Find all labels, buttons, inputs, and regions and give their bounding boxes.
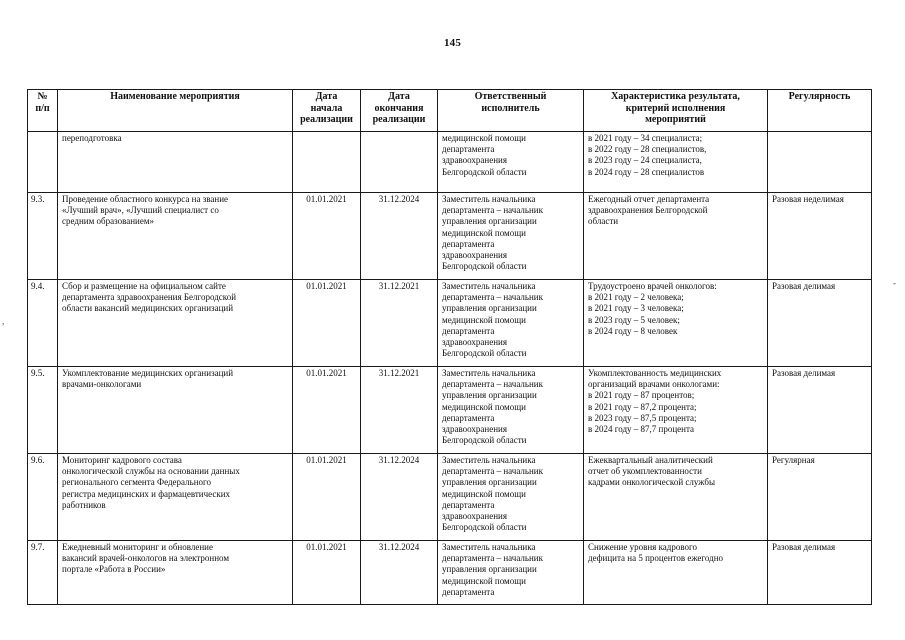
cell-start-date: 01.01.2021 xyxy=(293,454,361,541)
table-row xyxy=(28,454,872,541)
header-end-date: Дата окончания реализации xyxy=(361,90,438,132)
header-name: Наименование мероприятия xyxy=(58,90,293,132)
cell-number: 9.5. xyxy=(28,367,58,454)
cell-end-date: 31.12.2021 xyxy=(361,280,438,367)
cell-result: Ежеквартальный аналитический отчет об укомплектованности кадрами онкологической службы xyxy=(584,454,768,541)
cell-name: Укомплектование медицинских организаций врачами-онкологами xyxy=(58,367,293,454)
cell-responsible: Заместитель начальника департамента – начальник управления организации медицинской помощи департамента здравоохранения Белгородской области xyxy=(438,367,584,454)
cell-regularity: Разовая неделимая xyxy=(768,193,872,280)
cell-regularity: Разовая делимая xyxy=(768,367,872,454)
cell-end-date: 31.12.2021 xyxy=(361,367,438,454)
cell-responsible: Заместитель начальника департамента – начальник управления организации медицинской помощи департамента здравоохранения Белгородской области xyxy=(438,454,584,541)
cell-end-date: 31.12.2024 xyxy=(361,454,438,541)
header-responsible: Ответственный исполнитель xyxy=(438,90,584,132)
cell-end-date xyxy=(361,132,438,193)
activities-table xyxy=(27,89,872,605)
cell-number xyxy=(28,132,58,193)
cell-start-date: 01.01.2021 xyxy=(293,193,361,280)
cell-end-date: 31.12.2024 xyxy=(361,193,438,280)
cell-number: 9.4. xyxy=(28,280,58,367)
cell-name: Мониторинг кадрового состава онкологической службы на основании данных регионального сегмента Федерального регистра медицинских и фармацевтических работников xyxy=(58,454,293,541)
cell-regularity: Разовая делимая xyxy=(768,280,872,367)
page-number: 145 xyxy=(443,37,462,49)
cell-responsible: Заместитель начальника департамента – начальник управления организации медицинской помощи департамента xyxy=(438,541,584,605)
cell-responsible: Заместитель начальника департамента – начальник управления организации медицинской помощи департамента здравоохранения Белгородской области xyxy=(438,280,584,367)
cell-number: 9.6. xyxy=(28,454,58,541)
cell-responsible: медицинской помощи департамента здравоохранения Белгородской области xyxy=(438,132,584,193)
scan-mark-left: , xyxy=(2,316,5,326)
cell-name: Ежедневный мониторинг и обновление вакансий врачей-онкологов на электронном портале «Работа в России» xyxy=(58,541,293,605)
cell-number: 9.3. xyxy=(28,193,58,280)
table-row xyxy=(28,280,872,367)
table-row xyxy=(28,132,872,193)
table-header-row xyxy=(28,90,872,132)
cell-responsible: Заместитель начальника департамента – начальник управления организации медицинской помощи департамента здравоохранения Белгородской области xyxy=(438,193,584,280)
cell-name: переподготовка xyxy=(58,132,293,193)
table-row xyxy=(28,541,872,605)
table-row xyxy=(28,367,872,454)
cell-result: в 2021 году – 34 специалиста; в 2022 году – 28 специалистов, в 2023 году – 24 специалиста, в 2024 году – 28 специалистов xyxy=(584,132,768,193)
header-result: Характеристика результата, критерий исполнения мероприятий xyxy=(584,90,768,132)
cell-regularity: Разовая делимая xyxy=(768,541,872,605)
cell-result: Трудоустроено врачей онкологов: в 2021 году – 2 человека; в 2021 году – 3 человека; в 2023 году – 5 человек; в 2024 году – 8 человек xyxy=(584,280,768,367)
cell-end-date: 31.12.2024 xyxy=(361,541,438,605)
cell-result: Снижение уровня кадрового дефицита на 5 процентов ежегодно xyxy=(584,541,768,605)
cell-result: Ежегодный отчет департамента здравоохранения Белгородской области xyxy=(584,193,768,280)
cell-start-date: 01.01.2021 xyxy=(293,280,361,367)
cell-number: 9.7. xyxy=(28,541,58,605)
cell-start-date: 01.01.2021 xyxy=(293,541,361,605)
cell-name: Сбор и размещение на официальном сайте департамента здравоохранения Белгородской области вакансий медицинских организаций xyxy=(58,280,293,367)
cell-regularity: Регулярная xyxy=(768,454,872,541)
cell-name: Проведение областного конкурса на звание «Лучший врач», «Лучший специалист со средним образованием» xyxy=(58,193,293,280)
cell-result: Укомплектованность медицинских организаций врачами онкологами: в 2021 году – 87 процентов; в 2021 году – 87,2 процента; в 2023 году – 87,5 процента; в 2024 году – 87,7 процента xyxy=(584,367,768,454)
header-number: № п/п xyxy=(28,90,58,132)
header-regularity: Регулярность xyxy=(768,90,872,132)
table-row xyxy=(28,193,872,280)
scan-mark-right: - xyxy=(893,278,896,288)
cell-regularity xyxy=(768,132,872,193)
cell-start-date xyxy=(293,132,361,193)
header-start-date: Дата начала реализации xyxy=(293,90,361,132)
cell-start-date: 01.01.2021 xyxy=(293,367,361,454)
